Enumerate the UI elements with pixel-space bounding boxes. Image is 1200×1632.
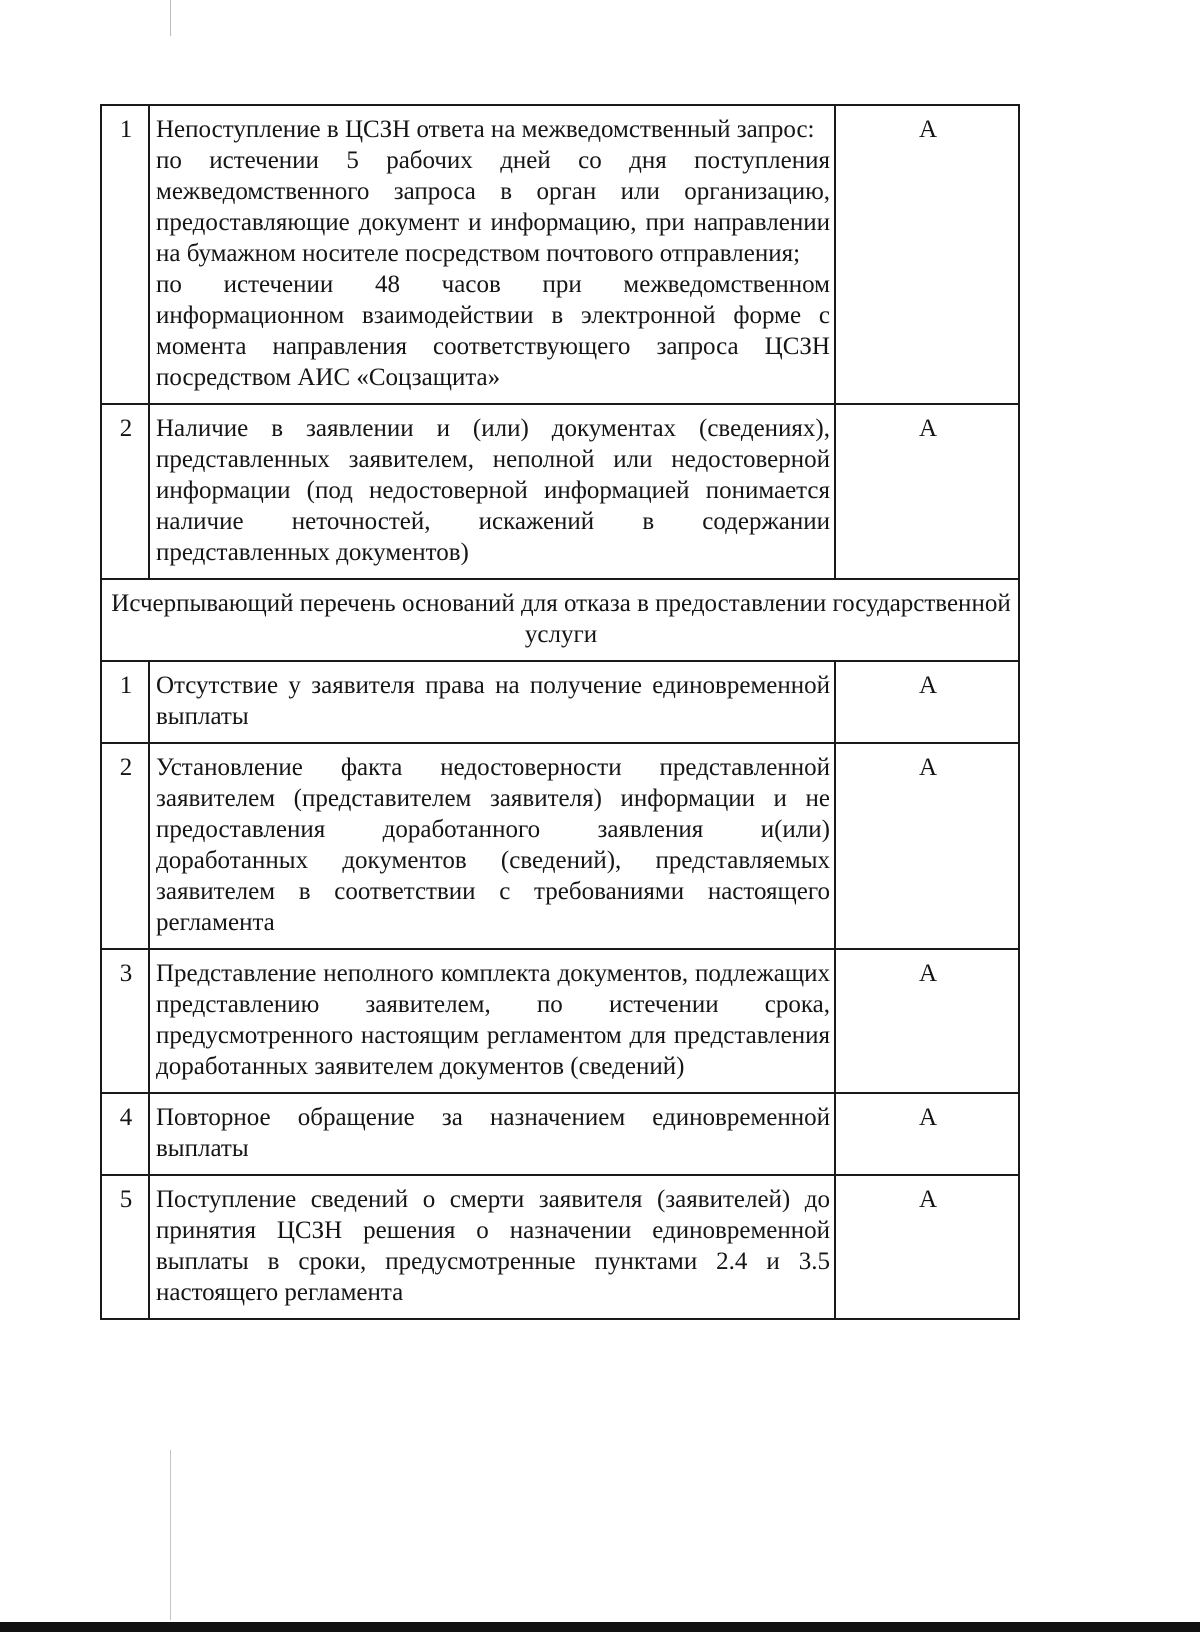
row-number: 1 <box>101 661 149 743</box>
row-value: А <box>835 105 1019 404</box>
row-number: 5 <box>101 1175 149 1319</box>
row-value: А <box>835 1175 1019 1319</box>
scan-bottom-edge <box>0 1622 1200 1632</box>
row-paragraph: Наличие в заявлении и (или) документах (сведениях), представленных заявителем, неполной или недостоверной информации (под недостоверной информацией понимается наличие неточностей, искажений в содержании представленных документов) <box>156 415 830 566</box>
scan-artifact-top <box>170 0 171 36</box>
row-paragraph: по истечении 5 рабочих дней со дня поступления межведомственного запроса в орган или организацию, предоставляющие документ и информацию, при направлении на бумажном носителе посредством почтового отправления; <box>156 147 830 267</box>
row-number: 3 <box>101 949 149 1093</box>
table-row <box>101 743 1019 949</box>
table-row <box>101 404 1019 579</box>
row-text: Представление неполного комплекта документов, подлежащих представлению заявителем, по истечении срока, предусмотренного настоящим регламентом для представления доработанных заявителем документов (сведений) <box>149 949 835 1093</box>
row-text: Поступление сведений о смерти заявителя (заявителей) до принятия ЦСЗН решения о назначении единовременной выплаты в сроки, предусмотренные пунктами 2.4 и 3.5 настоящего регламента <box>149 1175 835 1319</box>
grounds-table <box>100 104 1020 1320</box>
row-value: А <box>835 743 1019 949</box>
row-text: Отсутствие у заявителя права на получение единовременной выплаты <box>149 661 835 743</box>
table-row <box>101 1175 1019 1319</box>
row-value: А <box>835 661 1019 743</box>
table-row <box>101 1093 1019 1175</box>
row-value: А <box>835 1093 1019 1175</box>
row-number: 2 <box>101 743 149 949</box>
row-number: 2 <box>101 404 149 579</box>
row-paragraph: по истечении 48 часов при межведомственном информационном взаимодействии в электронной форме с момента направления соответствующего запроса ЦСЗН посредством АИС «Соцзащита» <box>156 271 830 391</box>
row-number: 1 <box>101 105 149 404</box>
row-text: Повторное обращение за назначением единовременной выплаты <box>149 1093 835 1175</box>
row-text <box>149 404 835 579</box>
row-text: Установление факта недостоверности представленной заявителем (представителем заявителя) информации и не предоставления доработанного заявления и(или) доработанных документов (сведений), представляемых заявителем в соответствии с требованиями настоящего регламента <box>149 743 835 949</box>
section-header-row <box>101 579 1019 661</box>
row-text <box>149 105 835 404</box>
table-row <box>101 949 1019 1093</box>
table-row <box>101 105 1019 404</box>
scan-artifact-left <box>170 1450 171 1620</box>
row-value: А <box>835 949 1019 1093</box>
table-row <box>101 661 1019 743</box>
row-paragraph: Непоступление в ЦСЗН ответа на межведомственный запрос: <box>156 116 815 143</box>
section-header: Исчерпывающий перечень оснований для отказа в предоставлении государственной услуги <box>101 579 1019 661</box>
row-value: А <box>835 404 1019 579</box>
row-number: 4 <box>101 1093 149 1175</box>
